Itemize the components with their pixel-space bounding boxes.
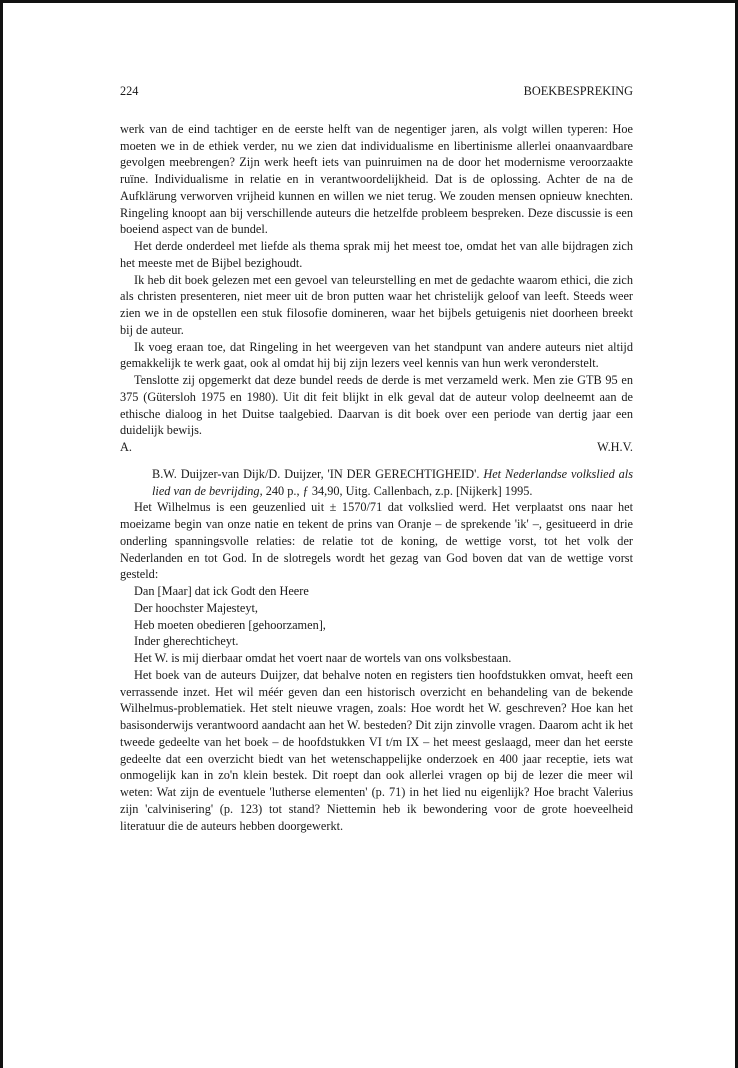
paragraph: werk van de eind tachtiger en de eerste helft van de negentiger jaren, als volgt willen typeren: Hoe moeten we in de ethiek verder, nu we zien dat individualisme en libertinisme allerlei onaanvaardbare gevolgen meebrengen? Zijn werk heeft iets van puinruimen na de door het modernisme veroorzaakte ruïne. Individualisme in relatie en in verantwoordelijkheid. Dat is de oplossing. Achter de na de Aufklärung verworven vrijheid kunnen en willen we niet terug. We zouden mensen opnieuw knechten. Ringeling knoopt aan bij verschillende auteurs die hetzelfde probleem bespreken. Deze discussie is een boeiend aspect van de bundel.	[120, 121, 633, 237]
section-title: BOEKBESPREKING	[523, 84, 633, 98]
page-number: 224	[120, 84, 139, 98]
reviewer-initials: W.H.V.	[597, 440, 633, 454]
page-content	[120, 83, 633, 834]
review-heading	[120, 466, 633, 500]
review-signature	[120, 439, 633, 456]
paragraph: Ik voeg eraan toe, dat Ringeling in het weergeven van het standpunt van andere auteurs niet altijd gemakkelijk te werk gaat, ook al omdat hij bij zijn lezers veel kennis van hun werk veronderstelt.	[120, 339, 633, 371]
review-book-details: 240 p., ƒ 34,90, Uitg. Callenbach, z.p. [Nijkerk] 1995.	[265, 483, 533, 498]
verse-line: Inder gherechticheyt.	[134, 634, 239, 649]
paragraph: Het derde onderdeel met liefde als thema sprak mij het meest toe, omdat het van alle bijdragen zich het meeste met de Bijbel bezighoudt.	[120, 239, 633, 270]
review-authors: B.W. Duijzer-van Dijk/D. Duijzer, 'IN DER GERECHTIGHEID'.	[152, 466, 480, 481]
paragraph: Het W. is mij dierbaar omdat het voert naar de wortels van ons volksbestaan.	[134, 651, 512, 665]
verse-quote	[120, 583, 633, 650]
review-book-title: Het Nederlandse volkslied als lied van de bevrijding,	[152, 466, 633, 498]
paragraph: Ik heb dit boek gelezen met een gevoel van teleurstelling en met de gedachte waarom ethici, die zich als christen presenteren, niet meer uit de bron putten waar het christelijk geloof van leeft. Steeds weer zien we in de opstellen een stuk filosofie domineren, waar het bijbels getuigenis niet doorheen breekt bij de auteur.	[120, 272, 633, 337]
running-head	[120, 83, 633, 100]
paragraph: Het Wilhelmus is een geuzenlied uit ± 1570/71 dat volkslied werd. Het verplaatst ons naar het moeizame begin van onze natie en tekent de prins van Oranje – de sprekende 'ik' –, gesitueerd in drie onderling spanningsvolle relaties: de relatie tot de koning, de wettige vorst, tot het volk der Nederlanden en tot God. In de slotregels wordt het gezag van God boven dat van de wettige vorst gesteld:	[120, 500, 633, 582]
paragraph: Tenslotte zij opgemerkt dat deze bundel reeds de derde is met verzameld werk. Men zie GTB 95 en 375 (Gütersloh 1975 en 1980). Uit dit feit blijkt in elk geval dat de auteur volop deelneemt aan de ethische dialoog in het Duitse taalgebied. Daarvan is dit boek over een periode van dertig jaar een duidelijk bewijs.	[120, 373, 633, 438]
verse-line: Dan [Maar] dat ick Godt den Heere	[134, 584, 309, 598]
signature-initial: A.	[120, 440, 132, 454]
verse-line: Heb moeten obedieren [gehoorzamen],	[134, 617, 326, 632]
paragraph: Het boek van de auteurs Duijzer, dat behalve noten en registers tien hoofdstukken omvat, heeft een verrassende inzet. Het wil méér geven dan een historisch overzicht en behandeling van de bekende Wilhelmus-problematiek. Het stelt nieuwe vragen, zoals: Hoe wordt het W. geschreven? Hoe kan het basisonderwijs verantwoord aandacht aan het W. besteden? Dit zijn zinvolle vragen. Daarom acht ik het tweede gedeelte van het boek – de hoofdstukken VI t/m IX – het meest geslaagd, meer dan het eerste gedeelte dat een overzicht biedt van het wetenschappelijke onderzoek en 400 jaar receptie, iets wat onmogelijk kan in zo'n klein bestek. Dit roept dan ook allerlei vragen op bij de lezer die meer wil weten: Wat zijn de eventuele 'lutherse elementen' (p. 71) in het lied nu eigenlijk? Hoe bracht Valerius zijn 'calvinisering' (p. 123) tot stand? Niettemin heb ik bewondering voor de grote hoeveelheid literatuur die de auteurs hebben doorgewerkt.	[120, 667, 633, 833]
verse-line: Der hoochster Majesteyt,	[134, 600, 258, 615]
